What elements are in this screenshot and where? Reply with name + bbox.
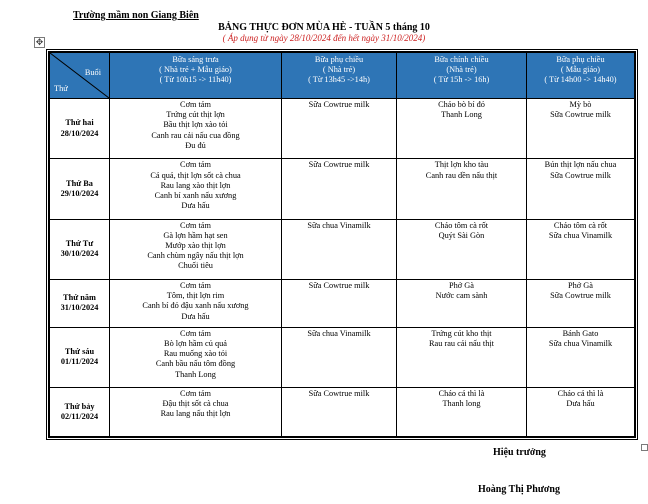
dish-item: Thanh Long	[441, 110, 482, 120]
meal-breakfast-lunch	[110, 99, 282, 159]
dish-item: Trứng cút thịt lợn	[166, 110, 225, 120]
dish-item: Đu đủ	[185, 140, 206, 150]
dish-item: Sữa Cowtrue milk	[550, 110, 611, 120]
meal-snack-nursery	[282, 327, 397, 387]
day-cell	[50, 388, 110, 437]
meal-dinner-nursery	[397, 327, 527, 387]
header-line: ( Mẫu giáo)	[560, 65, 601, 75]
dish-item: Cháo cá thì là	[438, 389, 485, 399]
day-cell	[50, 99, 110, 159]
dish-item: Bún thịt lợn nấu chua	[544, 160, 617, 170]
dish-item: Rau muống xào tỏi	[163, 349, 228, 359]
day-date: 29/10/2024	[60, 188, 99, 198]
meal-breakfast-lunch	[110, 219, 282, 279]
header-line: Bữa chính chiều	[434, 55, 489, 64]
dish-item: Rau rau cải nấu thịt	[429, 338, 494, 348]
dish-item: Sữa Cowtrue milk	[308, 389, 370, 399]
meal-breakfast-lunch	[110, 327, 282, 387]
dish-item: Mỳ bò	[569, 100, 592, 109]
meal-snack-nursery	[282, 219, 397, 279]
dish-item: Bầu thịt lợn xào tỏi	[163, 120, 228, 130]
signature-name: Hoàng Thị Phương	[478, 484, 560, 495]
dish-item: Canh chùm ngây nấu thịt lợn	[147, 251, 244, 261]
dish-item: Thanh Long	[175, 369, 216, 379]
dish-item: Sữa Cowtrue milk	[308, 100, 370, 109]
dish-item: Cơm tám	[180, 280, 211, 290]
dish-item: Thịt lợn kho tàu	[434, 160, 489, 170]
menu-row	[50, 99, 635, 159]
dish-item: Canh bầu nấu tôm đồng	[155, 359, 236, 369]
dish-item: Cháo tôm cà rốt	[553, 220, 608, 230]
header-line: ( Nhà trẻ + Mẫu giáo)	[159, 65, 232, 75]
meal-dinner-nursery	[397, 279, 527, 327]
meal-dinner-nursery	[397, 388, 527, 437]
header-line: Bữa sáng trưa	[172, 55, 219, 64]
header-line: ( Nhà trẻ)	[322, 65, 356, 75]
header-session-label: Buổi	[84, 68, 101, 77]
day-date: 31/10/2024	[60, 303, 99, 313]
dish-item: Đậu thịt sốt cà chua	[162, 399, 229, 409]
dish-item: Dưa hấu	[566, 399, 595, 409]
dish-item: Cháo tôm cà rốt	[434, 220, 489, 230]
header-line: ( Từ 15h -> 16h)	[433, 75, 490, 85]
day-date: 28/10/2024	[60, 128, 99, 138]
dish-item: Canh bí xanh nấu xương	[154, 190, 237, 200]
meal-snack-kindergarten	[527, 99, 635, 159]
signature-title: Hiệu trưởng	[493, 447, 546, 458]
day-cell	[50, 279, 110, 327]
header-col-snack-kindergarten	[527, 53, 635, 99]
meal-snack-kindergarten	[527, 159, 635, 219]
dish-item: Tôm, thịt lợn rim	[166, 291, 225, 301]
day-name: Thứ hai	[65, 118, 94, 128]
dish-item: Trứng cút kho thịt	[431, 328, 492, 338]
header-line: Bữa phụ chiều	[556, 55, 605, 64]
meal-snack-nursery	[282, 99, 397, 159]
table-resize-handle-icon[interactable]	[641, 444, 648, 451]
menu-body	[50, 99, 635, 437]
dish-item: Sữa Cowtrue milk	[550, 291, 611, 301]
day-cell	[50, 219, 110, 279]
meal-snack-nursery	[282, 159, 397, 219]
header-corner-cell	[50, 53, 110, 99]
dish-item: Rau lang nấu thịt lợn	[160, 409, 231, 419]
day-name: Thứ năm	[63, 293, 96, 303]
header-row	[50, 53, 635, 99]
dish-item: Cơm tám	[180, 100, 211, 109]
dish-item: Cơm tám	[180, 389, 211, 399]
header-col-dinner-nursery	[397, 53, 527, 99]
dish-item: Bò lợn hầm củ quả	[164, 338, 227, 348]
dish-item: Mướp xào thịt lợn	[165, 241, 226, 251]
dish-item: Dưa hấu	[181, 201, 210, 211]
header-col-snack-nursery	[282, 53, 397, 99]
meal-snack-nursery	[282, 388, 397, 437]
menu-row	[50, 279, 635, 327]
meal-dinner-nursery	[397, 159, 527, 219]
day-date: 30/10/2024	[60, 249, 99, 259]
dish-item: Dưa hấu	[181, 311, 210, 321]
day-name: Thứ bảy	[64, 401, 95, 411]
table-move-handle-icon[interactable]: ✥	[35, 37, 44, 47]
menu-date-range: ( Áp dụng từ ngày 28/10/2024 đến hết ngày 31/10/2024)	[222, 33, 426, 43]
dish-item: Nước cam sành	[435, 291, 488, 301]
dish-item: Thanh long	[442, 399, 481, 409]
meal-dinner-nursery	[397, 99, 527, 159]
meal-breakfast-lunch	[110, 279, 282, 327]
dish-item: Cháo bò bí đỏ	[438, 100, 485, 109]
meal-snack-nursery	[282, 279, 397, 327]
dish-item: Bánh Gato	[562, 328, 599, 338]
menu-row	[50, 219, 635, 279]
day-name: Thứ Ba	[66, 178, 93, 188]
day-name: Thứ sáu	[64, 347, 95, 357]
meal-snack-kindergarten	[527, 219, 635, 279]
meal-snack-kindergarten	[527, 327, 635, 387]
dish-item: Cháo cá thì là	[557, 389, 604, 399]
day-date: 01/11/2024	[60, 357, 99, 367]
meal-snack-kindergarten	[527, 279, 635, 327]
dish-item: Canh rau cải nấu cua đồng	[151, 130, 240, 140]
dish-item: Quýt Sài Gòn	[438, 230, 485, 240]
header-line: Bữa phụ chiều	[314, 55, 364, 64]
dish-item: Sữa Cowtrue milk	[308, 280, 370, 290]
day-name: Thứ Tư	[65, 239, 94, 249]
menu-row	[50, 159, 635, 219]
header-line: ( Từ 14h00 -> 14h40)	[544, 75, 617, 85]
dish-item: Sữa Cowtrue milk	[308, 160, 370, 170]
menu-title: BẢNG THỰC ĐƠN MÙA HÈ - TUẦN 5 tháng 10	[218, 22, 430, 33]
dish-item: Chuối tiêu	[178, 261, 213, 271]
header-day-label: Thứ	[54, 83, 68, 93]
meal-dinner-nursery	[397, 219, 527, 279]
dish-item: Canh rau dền nấu thịt	[425, 170, 498, 180]
menu-table	[46, 49, 638, 440]
dish-item: Sữa chua Vinamilk	[307, 220, 371, 230]
header-line: ( Từ 10h15 -> 11h40)	[159, 75, 232, 85]
dish-item: Sữa chua Vinamilk	[548, 230, 613, 240]
day-cell	[50, 327, 110, 387]
dish-item: Gà lợn hầm hạt sen	[163, 230, 228, 240]
dish-item: Rau lang xào thịt lợn	[160, 180, 231, 190]
dish-item: Cơm tám	[180, 220, 211, 230]
header-col-breakfast-lunch	[110, 53, 282, 99]
dish-item: Sữa chua Vinamilk	[307, 328, 371, 338]
meal-breakfast-lunch	[110, 388, 282, 437]
header-line: (Nhà trẻ)	[446, 65, 477, 75]
meal-breakfast-lunch	[110, 159, 282, 219]
day-cell	[50, 159, 110, 219]
dish-item: Canh bí đỏ đậu xanh nấu xương	[142, 301, 249, 311]
menu-row	[50, 327, 635, 387]
meal-snack-kindergarten	[527, 388, 635, 437]
dish-item: Cá quả, thịt lợn sốt cà chua	[150, 170, 241, 180]
dish-item: Sữa Cowtrue milk	[550, 170, 611, 180]
dish-item: Cơm tám	[180, 328, 211, 338]
menu-row	[50, 388, 635, 437]
school-name: Trường mầm non Giang Biên	[73, 10, 199, 21]
day-date: 02/11/2024	[60, 412, 99, 422]
dish-item: Phở Gà	[449, 280, 474, 290]
dish-item: Phở Gà	[568, 280, 593, 290]
dish-item: Sữa chua Vinamilk	[548, 338, 613, 348]
header-line: ( Từ 13h45 ->14h)	[308, 75, 370, 85]
dish-item: Cơm tám	[180, 160, 211, 170]
